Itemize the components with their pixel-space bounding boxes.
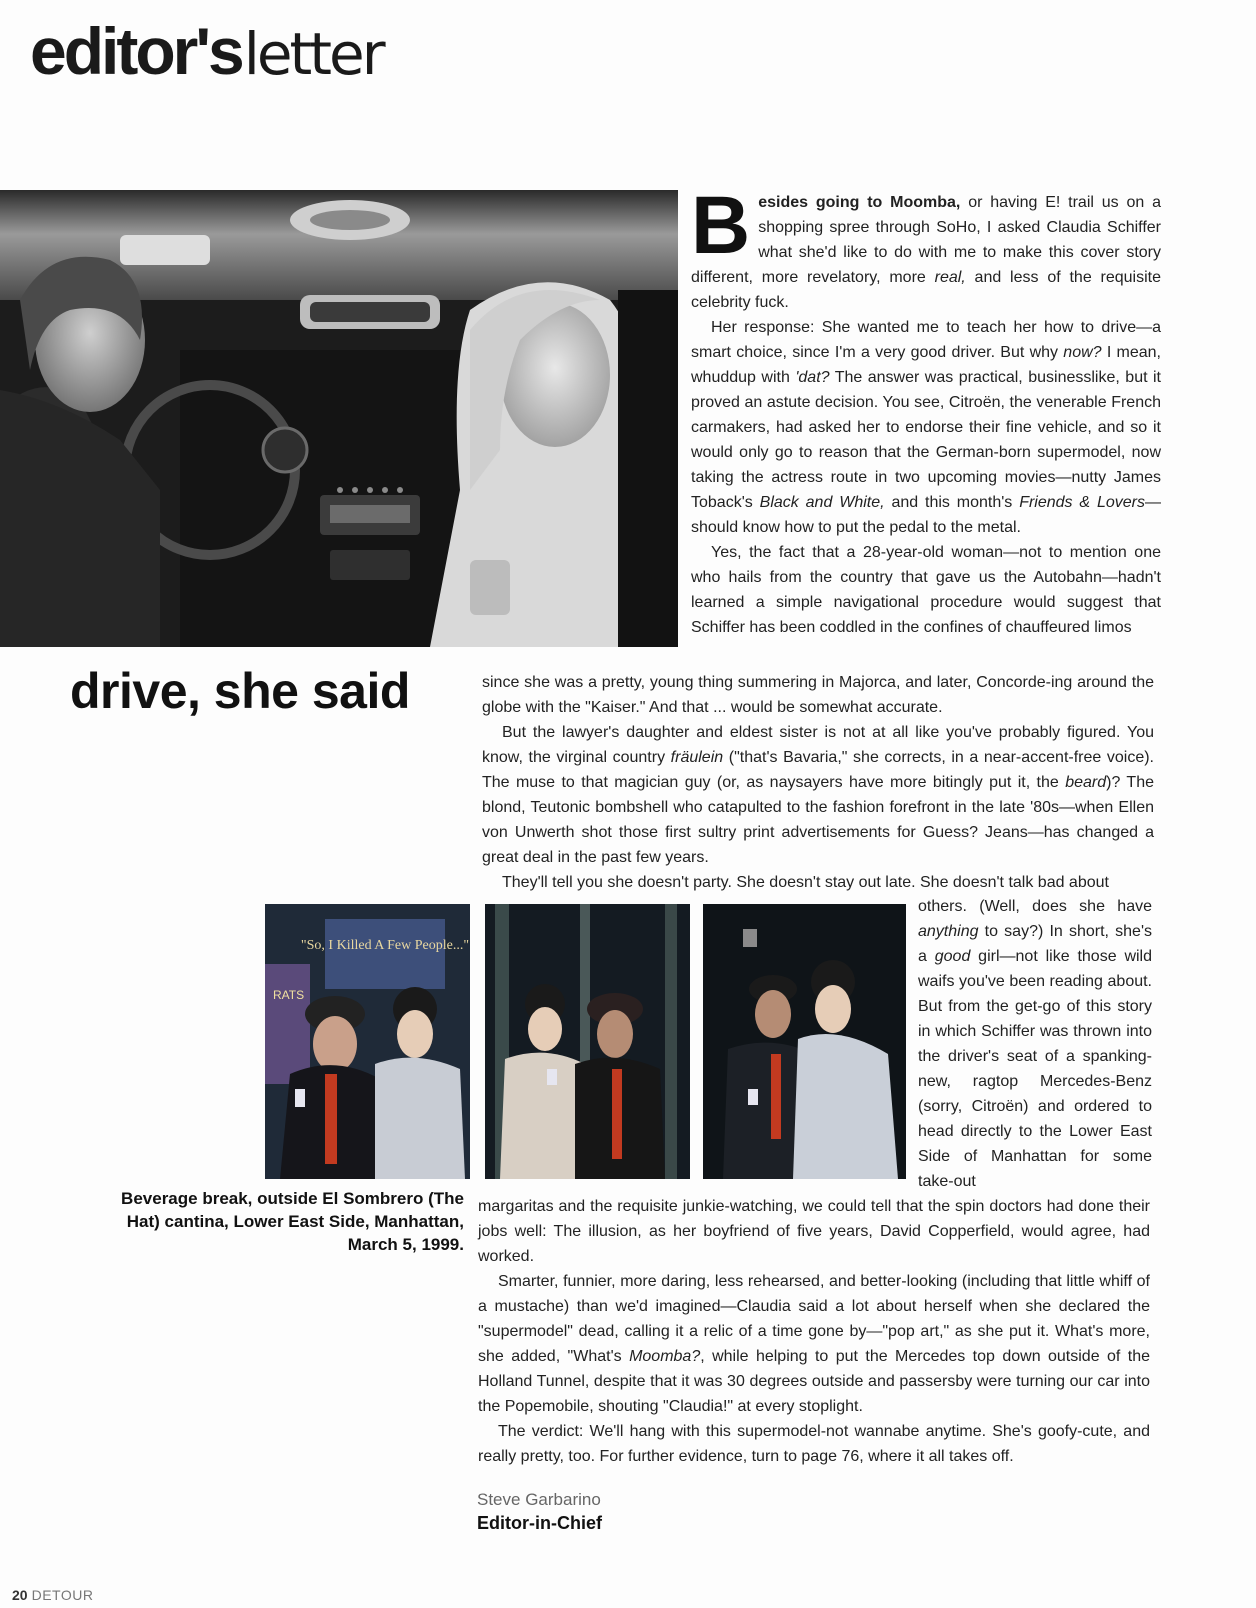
publication-name: DETOUR xyxy=(31,1587,94,1603)
photo-caption: Beverage break, outside El Sombrero (The Hat) cantina, Lower East Side, Manhattan, March 5, 1999. xyxy=(121,1189,464,1254)
photo-thumbnail-2 xyxy=(485,904,690,1179)
article-paragraph-6: Smarter, funnier, more daring, less rehearsed, and better-looking (including that little whiff of a mustache) than we'd imagined—Claudia said a lot about herself when she declared the "supermodel" dead, calling it a relic of a time gone by—"pop art," as she put it. What's more, she added, "What's Moomba?, while helping to put the Mercedes top down outside of the Holland Tunnel, despite that it was 30 degrees outside and passersby were turning our car into the Popemobile, shouting "Claudia!" at every stoplight. xyxy=(478,1273,1151,1415)
page-folio xyxy=(12,1587,93,1603)
article-paragraph-3-top: Yes, the fact that a 28-year-old woman—not to mention one who hails from the country that gave us the Autobahn—hadn't learned a simple navigational procedure would suggest that Schiffer has been coddled in the confines of chauffeured limos xyxy=(691,544,1161,636)
drop-cap: B xyxy=(691,180,751,271)
article-paragraph-3-bottom: since she was a pretty, young thing summering in Majorca, and later, Concorde-ing around the globe with the "Kaiser." And that ... would be somewhat accurate. xyxy=(482,674,1154,716)
article-column-wide xyxy=(482,670,1154,895)
article-column-top xyxy=(691,180,1162,640)
article-paragraph-5-start: They'll tell you she doesn't party. She doesn't stay out late. She doesn't talk bad about xyxy=(502,874,1109,891)
article-paragraph-7: The verdict: We'll hang with this supermodel-not wannabe anytime. She's goofy-cute, and really pretty, too. For further evidence, turn to page 76, where it all takes off. xyxy=(478,1423,1150,1465)
article-paragraph-5-narrow: others. (Well, does she have anything to say?) In short, she's a good girl—not like those wild waifs you've been reading about. But from the get-go of this story in which Schiffer was thrown into the driver's seat of a spanking-new, ragtop Mercedes-Benz (sorry, Citroën) and ordered to head directly to the Lower East Side of Manhattan for some take-out xyxy=(918,898,1153,1190)
article-paragraph-4: But the lawyer's daughter and eldest sister is not at all like you've probably figured. You know, the virginal country fräulein ("that's Bavaria," she corrects, in a near-accent-free voice). The muse to that magician guy (or, as naysayers have more bitingly put it, the beard)? The blond, Teutonic bombshell who catapulted to the fashion forefront in the late '80s—when Ellen von Unwerth shot those first sultry print advertisements for Guess? Jeans—has changed a great deal in the past few years. xyxy=(482,724,1155,866)
masthead-thin: letter xyxy=(243,20,383,88)
article-paragraph-1: Besides going to Moomba, or having E! trail us on a shopping spree through SoHo, I asked Claudia Schiffer what she'd like to do with me to make this cover story different, more revelatory, more real, and less of the requisite celebrity fuck. xyxy=(691,180,1162,311)
article-paragraph-5-end: margaritas and the requisite junkie-watching, we could tell that the spin doctors had done their jobs well: The illusion, as her boyfriend of five years, David Copperfield, would agree, had worked. xyxy=(478,1198,1150,1265)
poster-word-text: RATS xyxy=(273,988,305,1002)
masthead-bold: editor's xyxy=(30,14,242,88)
article-column-narrow xyxy=(918,894,1152,1194)
article-paragraph-2: Her response: She wanted me to teach her how to drive—a smart choice, since I'm a very good driver. But why now? I mean, whuddup with 'dat? The answer was practical, businesslike, but it proved an astute decision. You see, Citroën, the venerable French carmakers, had asked her to endorse their fine vehicle, and so it would only go to reason that the German-born supermodel, now taking the actress route in two upcoming movies—nutty James Toback's Black and White, and this month's Friends & Lovers—should know how to put the pedal to the metal. xyxy=(691,319,1162,536)
poster-title-text: "So, I Killed A Few People..." xyxy=(300,938,470,953)
page-number: 20 xyxy=(12,1587,28,1603)
signature-title: Editor-in-Chief xyxy=(477,1513,602,1533)
hero-photo xyxy=(0,190,678,647)
photo-thumbnail-3 xyxy=(703,904,906,1179)
article-column-bottom xyxy=(478,1194,1150,1469)
photo-thumbnail-1 xyxy=(265,904,470,1179)
masthead xyxy=(30,14,383,88)
article-headline: drive, she said xyxy=(70,663,410,719)
signature-name: Steve Garbarino xyxy=(477,1490,601,1509)
car-interior-photo xyxy=(0,190,678,647)
